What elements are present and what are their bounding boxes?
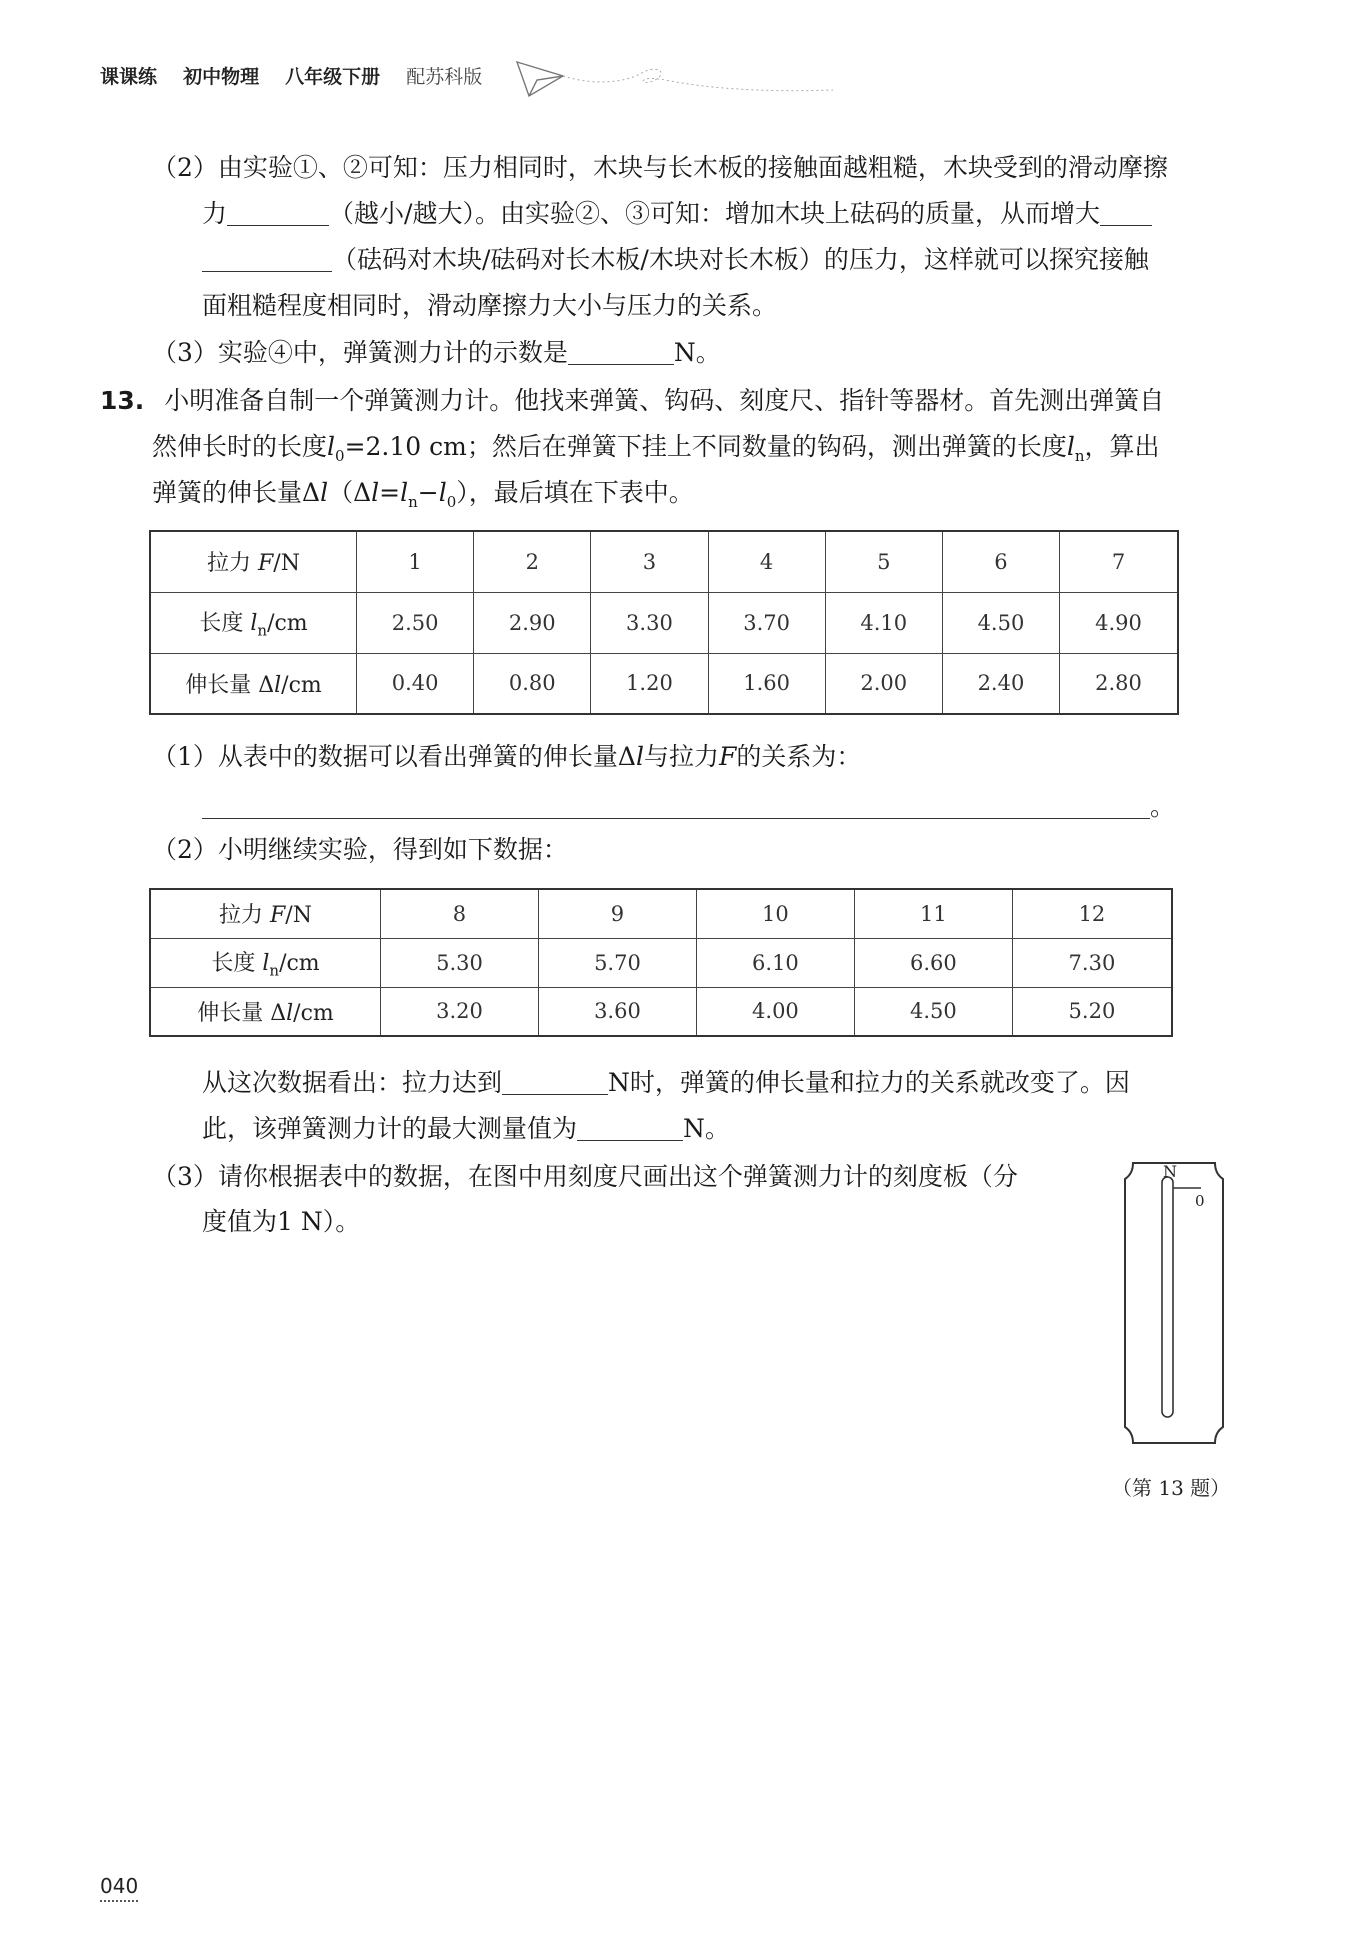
table-cell: 5.70: [538, 938, 696, 987]
table-cell: 12: [1012, 889, 1172, 938]
table-row-length: [150, 938, 1172, 987]
table-cell: 3.60: [538, 987, 696, 1036]
spring-scale-figure[interactable]: [1115, 1155, 1230, 1450]
row-label-force: 拉力 F/N: [150, 889, 381, 938]
table-cell: 4.50: [942, 592, 1059, 653]
q13-intro-line3: 弹簧的伸长量$\Delta l(\Delta l=l_n-l_0)$，最后填在下表中。: [152, 478, 694, 511]
table-cell: 10: [696, 889, 854, 938]
table-cell: 3.20: [381, 987, 539, 1036]
table-cell: 5: [825, 531, 942, 592]
table-cell: 1.60: [708, 653, 825, 714]
table-cell: 3.70: [708, 592, 825, 653]
unit-label: N: [1163, 1162, 1177, 1181]
table-row-length: [150, 592, 1178, 653]
answer-blank-q12-2a[interactable]: [1100, 201, 1152, 226]
table-cell: 2.50: [357, 592, 474, 653]
q12-part2-line4: 面粗糙程度相同时，滑动摩擦力大小与压力的关系。: [202, 291, 778, 320]
table-cell: 2.40: [942, 653, 1059, 714]
q13-conclusion-line1: 从这次数据看出：拉力达到 N时，弹簧的伸长量和拉力的关系就改变了。因: [202, 1068, 1130, 1097]
table-cell: 4: [708, 531, 825, 592]
paper-plane-icon: [515, 52, 835, 102]
answer-blank-q13-2b[interactable]: [577, 1116, 683, 1141]
table-cell: 6.60: [854, 938, 1012, 987]
zero-label: 0: [1195, 1192, 1205, 1210]
q12-part2-line3: （砝码对木块/砝码对长木板/木块对长木板）的压力，这样就可以探究接触: [202, 245, 1149, 275]
table-cell: 7.30: [1012, 938, 1172, 987]
q13-part3-line1: （3）请你根据表中的数据，在图中用刻度尺画出这个弹簧测力计的刻度板（分: [152, 1162, 1018, 1191]
q13-part2: （2）小明继续实验，得到如下数据：: [152, 835, 568, 864]
q13-part1: （1）从表中的数据可以看出弹簧的伸长量Δl与拉力F的关系为：: [152, 742, 862, 771]
table-cell: 1.20: [591, 653, 708, 714]
table-cell: 9: [538, 889, 696, 938]
subject-name: 初中物理: [183, 66, 260, 88]
table-cell: 4.50: [854, 987, 1012, 1036]
data-table-1: [149, 530, 1179, 715]
table-cell: 7: [1060, 531, 1178, 592]
grade-name: 八年级下册: [285, 66, 381, 88]
row-label-length: 长度 $l_n/cm$: [150, 938, 381, 987]
answer-blank-q13-1[interactable]: [202, 794, 1150, 819]
table-cell: 8: [381, 889, 539, 938]
table-cell: 3: [591, 531, 708, 592]
table-row-force: [150, 531, 1178, 592]
table-cell: 2.80: [1060, 653, 1178, 714]
table-row-extension: [150, 987, 1172, 1036]
q13-conclusion-line2: 此，该弹簧测力计的最大测量值为 N。: [202, 1114, 730, 1143]
page-number: 040: [100, 1874, 138, 1902]
question-number: 13.: [100, 386, 145, 415]
table-cell: 1: [357, 531, 474, 592]
table-cell: 0.80: [474, 653, 591, 714]
row-label-extension: 伸长量 Δl/cm: [150, 987, 381, 1036]
row-label-force: 拉力 F/N: [150, 531, 357, 592]
table-cell: 5.20: [1012, 987, 1172, 1036]
table-cell: 4.10: [825, 592, 942, 653]
q12-part2-line1: （2）由实验①、②可知：压力相同时，木块与长木板的接触面越粗糙，木块受到的滑动摩擦: [152, 153, 1168, 182]
row-label-extension: 伸长量 Δl/cm: [150, 653, 357, 714]
scale-slot: [1162, 1177, 1173, 1417]
page-header: [100, 62, 502, 89]
scale-board-outline: [1125, 1163, 1223, 1443]
q13-intro-line1: 13. 小明准备自制一个弹簧测力计。他找来弹簧、钩码、刻度尺、指针等器材。首先测出弹簧自: [100, 386, 1165, 415]
table-cell: 11: [854, 889, 1012, 938]
table-cell: 3.30: [591, 592, 708, 653]
q12-part3: （3）实验④中，弹簧测力计的示数是 N。: [152, 338, 721, 367]
q12-part2-line2: 力 （越小/越大）。由实验②、③可知：增加木块上砝码的质量，从而增大: [202, 199, 1152, 229]
table-cell: 2.00: [825, 653, 942, 714]
table-cell: 2.90: [474, 592, 591, 653]
q13-intro-line2: 然伸长时的长度$l_0=2.10$ cm；然后在弹簧下挂上不同数量的钩码，测出弹簧的长度$l_n$，算出: [152, 432, 1160, 465]
table-cell: 4.90: [1060, 592, 1178, 653]
answer-blank-q12-3[interactable]: [568, 340, 674, 365]
data-table-2: [149, 888, 1173, 1037]
table-cell: 5.30: [381, 938, 539, 987]
table-cell: 2: [474, 531, 591, 592]
figure-caption: （第 13 题）: [1112, 1476, 1231, 1500]
q13-part3-line2: 度值为1 N）。: [202, 1207, 361, 1236]
table-cell: 6: [942, 531, 1059, 592]
answer-blank-q12-1[interactable]: [227, 201, 329, 226]
table-row-force: [150, 889, 1172, 938]
table-cell: 4.00: [696, 987, 854, 1036]
table-row-extension: [150, 653, 1178, 714]
row-label-length: 长度 $l_n/cm$: [150, 592, 357, 653]
table-cell: 6.10: [696, 938, 854, 987]
q13-part1-answer-line: 。: [202, 792, 1175, 822]
table-cell: 0.40: [357, 653, 474, 714]
series-name: 课课练: [100, 66, 158, 88]
answer-blank-q12-2b[interactable]: [202, 247, 332, 272]
answer-blank-q13-2a[interactable]: [502, 1070, 608, 1095]
edition-name: 配苏科版: [406, 66, 483, 88]
